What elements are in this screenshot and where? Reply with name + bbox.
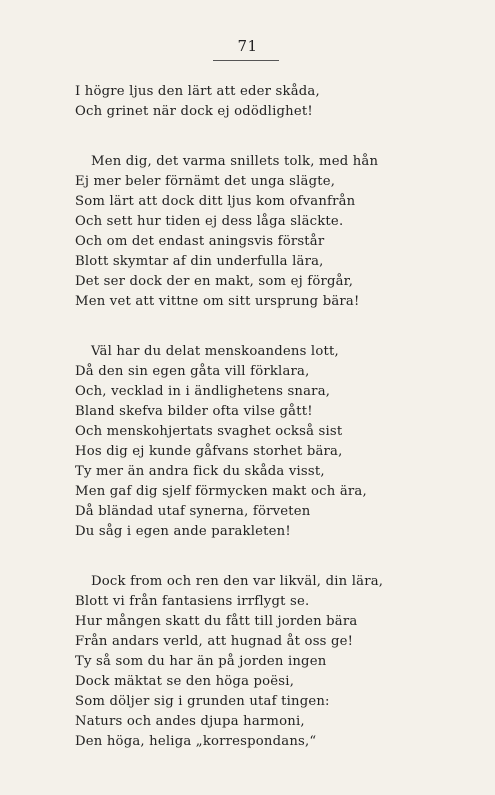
poem-line: Som lärt att dock ditt ljus kom ofvanfrån: [75, 194, 356, 209]
poem-line: Men vet att vittne om sitt ursprung bära!: [75, 294, 360, 309]
poem-line: Dock mäktat se den höga poësi,: [75, 674, 295, 689]
poem-line: Den höga, heliga „korrespondans,“: [75, 734, 317, 749]
poem-line: Då bländad utaf synerna, förveten: [75, 504, 311, 519]
poem-line: Väl har du delat menskoandens lott,: [91, 344, 339, 359]
header-rule: [213, 60, 279, 61]
poem-line: Blott vi från fantasiens irrflygt se.: [75, 594, 310, 609]
poem-line: Hos dig ej kunde gåfvans storhet bära,: [75, 444, 343, 459]
page-number: 71: [237, 37, 258, 55]
poem-line: Och menskohjertats svaghet också sist: [75, 424, 343, 439]
poem-line: Och grinet när dock ej odödlighet!: [75, 104, 313, 119]
stanza-2: [75, 152, 405, 312]
stanza-3: [75, 342, 405, 542]
poem-line: Ej mer beler förnämt det unga slägte,: [75, 174, 336, 189]
poem-line: Ty så som du har än på jorden ingen: [75, 654, 327, 669]
poem-line: Då den sin egen gåta vill förklara,: [75, 364, 310, 379]
poem-line: Hur mången skatt du fått till jorden bära: [75, 614, 358, 629]
poem-line: Men dig, det varma snillets tolk, med hån: [91, 154, 379, 169]
poem-line: Som döljer sig i grunden utaf tingen:: [75, 694, 330, 709]
poem-line: Naturs och andes djupa harmoni,: [75, 714, 305, 729]
stanza-4: [75, 572, 405, 752]
poem-line: I högre ljus den lärt att eder skåda,: [75, 84, 320, 99]
poem-line: Men gaf dig sjelf förmycken makt och ära,: [75, 484, 367, 499]
poem-line: Du såg i egen ande parakleten!: [75, 524, 291, 539]
poem-line: Och sett hur tiden ej dess låga släckte.: [75, 214, 344, 229]
stanza-1: [75, 82, 405, 122]
poem-line: Och, vecklad in i ändlighetens snara,: [75, 384, 331, 399]
poem-line: Ty mer än andra fick du skåda visst,: [75, 464, 325, 479]
poem-line: Och om det endast aningsvis förstår: [75, 234, 325, 249]
poem-line: Det ser dock der en makt, som ej förgår,: [75, 274, 354, 289]
poem-line: Dock from och ren den var likväl, din lära,: [91, 574, 384, 589]
poem-line: Bland skefva bilder ofta vilse gått!: [75, 404, 313, 419]
poem-line: Från andars verld, att hugnad åt oss ge!: [75, 634, 354, 649]
poem-line: Blott skymtar af din underfulla lära,: [75, 254, 324, 269]
